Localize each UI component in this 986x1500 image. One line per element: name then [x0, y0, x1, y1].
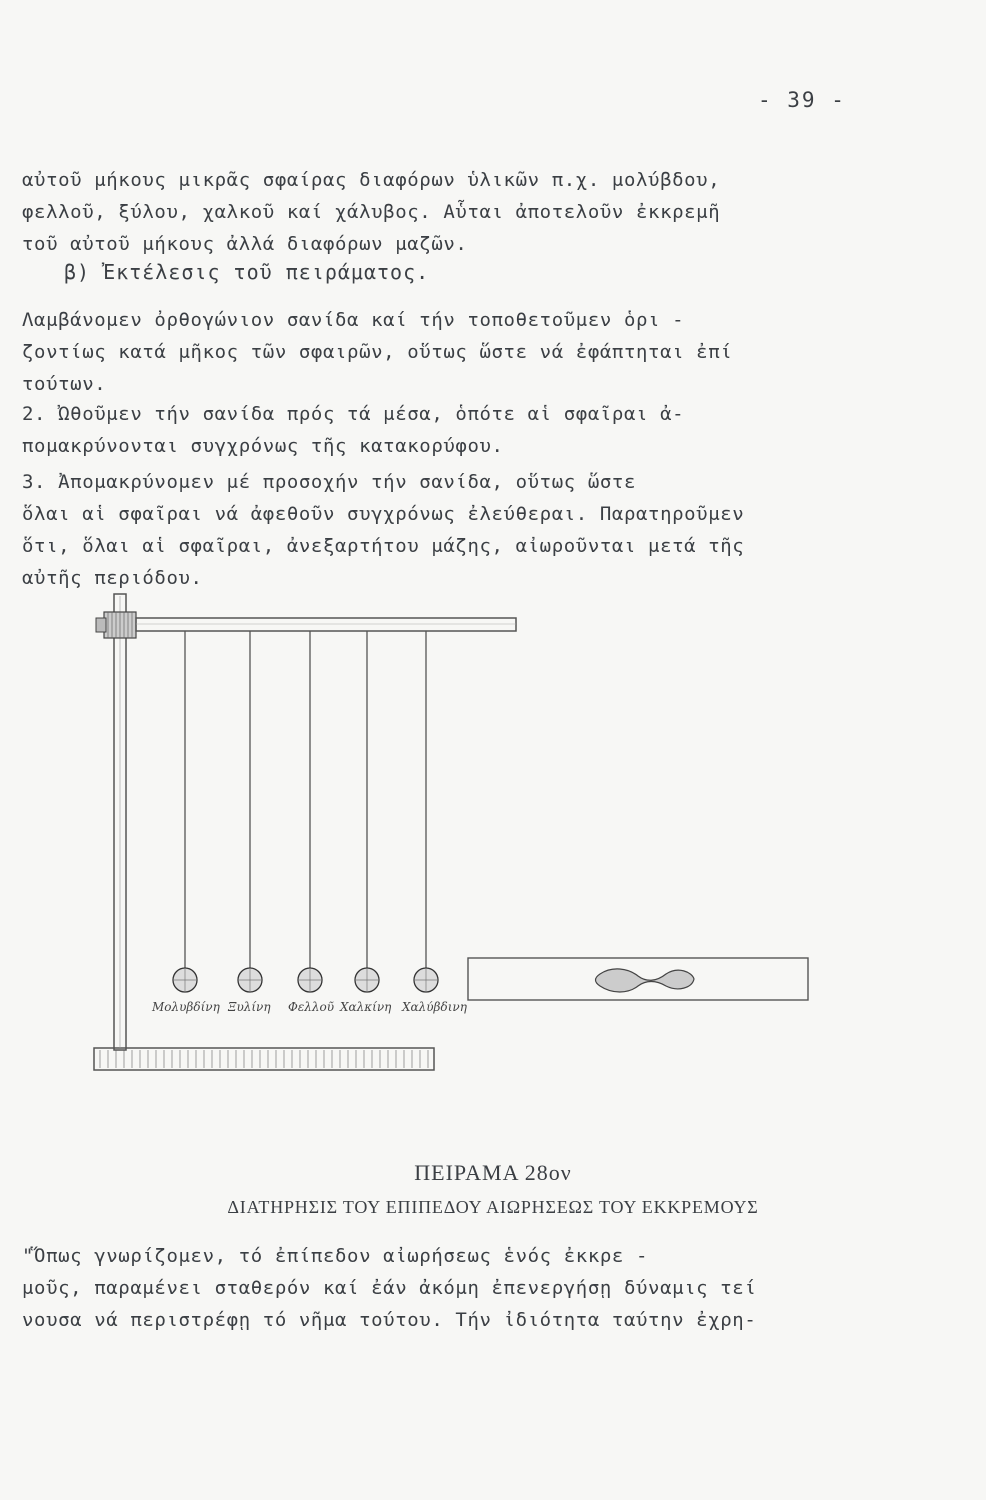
stand-base [94, 1048, 434, 1070]
experiment-subtitle: ΔΙΑΤΗΡΗΣΙΣ ΤΟΥ ΕΠΙΠΕΔΟΥ ΑΙΩΡΗΣΕΩΣ ΤΟΥ ΕΚΚΡΕΜΟΥΣ [227, 1197, 759, 1217]
paragraph-step-1: Λαμβάνομεν ὀρθογώνιον σανίδα καί τήν τοποθετοῦμεν ὁρι - ζοντίως κατά μῆκος τῶν σφαιρῶν, οὕτως ὥστε νά ἐφάπτηται ἐπί τούτων. [22, 309, 733, 395]
page-number: - 39 - [758, 88, 846, 112]
ball-label-copper: Χαλκίνη [340, 1000, 392, 1014]
experiment-title: ΠΕΙΡΑΜΑ 28ον [414, 1160, 572, 1185]
wooden-board [468, 958, 808, 1000]
stand-crossbar [136, 618, 516, 631]
stand-rod [114, 594, 126, 1050]
ball-label-wood: Ξυλίνη [228, 1000, 271, 1014]
ball-label-steel: Χαλύβδινη [402, 1000, 467, 1014]
ball-label-lead: Μολυβδίνη [152, 1000, 220, 1014]
section-heading-execution: β) Ἐκτέλεσις τοῦ πειράματος. [64, 260, 430, 284]
paragraph-step-2: 2. Ὠθοῦμεν τήν σανίδα πρός τά μέσα, ὁπότε αἱ σφαῖραι ἀ- πομακρύνονται συγχρόνως τῆς κατακορύφου. [22, 403, 685, 457]
paragraph-intro: "Ὅπως γνωρίζομεν, τό ἐπίπεδον αἰωρήσεως ἑνός ἐκκρε - μοῦς, παραμένει σταθερόν καί ἐάν ἀκόμη ἐπενεργήσῃ δύναμις τεί νουσα νά περιστρέφῃ τό νῆμα τούτου. Τήν ἰδιότητα ταύτην ἐχρη- [22, 1245, 757, 1331]
paragraph-materials: αὐτοῦ μήκους μικρᾶς σφαίρας διαφόρων ὑλικῶν π.χ. μολύβδου, φελλοῦ, ξύλου, χαλκοῦ καί χάλυβος. Αὗται ἀποτελοῦν ἐκκρεμῆ τοῦ αὐτοῦ μήκους ἀλλά διαφόρων μαζῶν. [22, 169, 721, 255]
stand-clamp [96, 612, 136, 638]
paragraph-step-3: 3. Ἀπομακρύνομεν μέ προσοχήν τήν σανίδα, οὕτως ὥστε ὅλαι αἱ σφαῖραι νά ἀφεθοῦν συγχρόνως ἐλεύθεραι. Παρατηροῦμεν ὅτι, ὅλαι αἱ σφαῖραι, ἀνεξαρτήτου μάζης, αἰωροῦνται μετά τῆς αὐτῆς περιόδου. [22, 471, 745, 589]
ball-label-cork: Φελλοῦ [288, 1000, 335, 1014]
pendulum-apparatus-diagram [90, 590, 830, 1080]
